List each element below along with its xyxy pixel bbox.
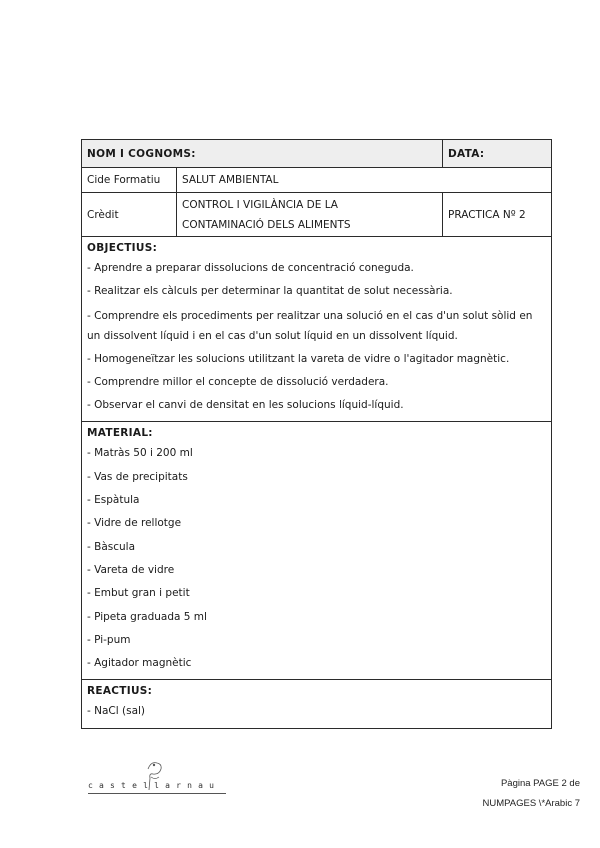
list-item: - Bàscula <box>87 540 136 553</box>
list-item: - Aprendre a preparar dissolucions de concentració coneguda. <box>87 262 414 274</box>
credit-value <box>177 193 443 237</box>
objectius-title: OBJECTIUS: <box>87 242 158 254</box>
school-logo <box>88 757 228 802</box>
logo-divider <box>88 793 226 794</box>
list-item: - Vareta de vidre <box>87 563 175 576</box>
practice-sheet <box>81 139 551 729</box>
list-item: - Comprendre els procediments per realitzar una solució en el cas d'un solut sòlid en un dissolvent líquid i en el cas d'un solut líquid en un dissolvent líquid. <box>87 309 533 342</box>
list-item: - Pipeta graduada 5 ml <box>87 610 207 623</box>
cicle-value: SALUT AMBIENTAL <box>177 168 552 193</box>
header-row <box>82 140 552 168</box>
list-item: - Observar el canvi de densitat en les solucions líquid-líquid. <box>87 399 404 412</box>
list-item: - Matràs 50 i 200 ml <box>87 447 193 460</box>
cicle-row <box>82 168 552 193</box>
list-item: - Espàtula <box>87 494 140 507</box>
list-item: - Realitzar els càlculs per determinar la quantitat de solut necessària. <box>87 285 453 298</box>
logo-emblem-icon <box>88 757 228 802</box>
credit-label: Crèdit <box>82 193 177 237</box>
credit-value-line2: CONTAMINACIÓ DELS ALIMENTS <box>182 218 351 231</box>
objectius-section <box>82 237 552 422</box>
reactius-section <box>82 680 552 728</box>
credit-row <box>82 193 552 237</box>
name-label: NOM I COGNOMS: <box>82 140 443 168</box>
credit-value-line1: CONTROL I VIGILÀNCIA DE LA <box>182 198 338 211</box>
form-table <box>81 139 552 729</box>
material-section <box>82 422 552 680</box>
list-item: - Homogeneïtzar les solucions utilitzant la vareta de vidre o l'agitador magnètic. <box>87 352 510 365</box>
list-item: - Pi-pum <box>87 633 131 646</box>
practica-number: PRACTICA Nº 2 <box>443 193 552 237</box>
page-number-field <box>483 774 581 814</box>
logo-text: castellarnau <box>88 781 221 790</box>
material-title: MATERIAL: <box>87 427 153 440</box>
reactius-title: REACTIUS: <box>87 685 153 698</box>
list-item: - Agitador magnètic <box>87 657 192 670</box>
list-item: - Embut gran i petit <box>87 587 190 600</box>
cicle-label: Cide Formatiu <box>82 168 177 193</box>
page-line2: NUMPAGES \*Arabic 7 <box>482 798 580 809</box>
list-item: - NaCl (sal) <box>87 705 146 718</box>
page-line1: Pàgina PAGE 2 de <box>500 778 580 789</box>
date-label: DATA: <box>443 140 552 168</box>
list-item: - Comprendre millor el concepte de dissolució verdadera. <box>87 375 389 388</box>
list-item: - Vidre de rellotge <box>87 517 182 530</box>
list-item: - Vas de precipitats <box>87 470 188 483</box>
